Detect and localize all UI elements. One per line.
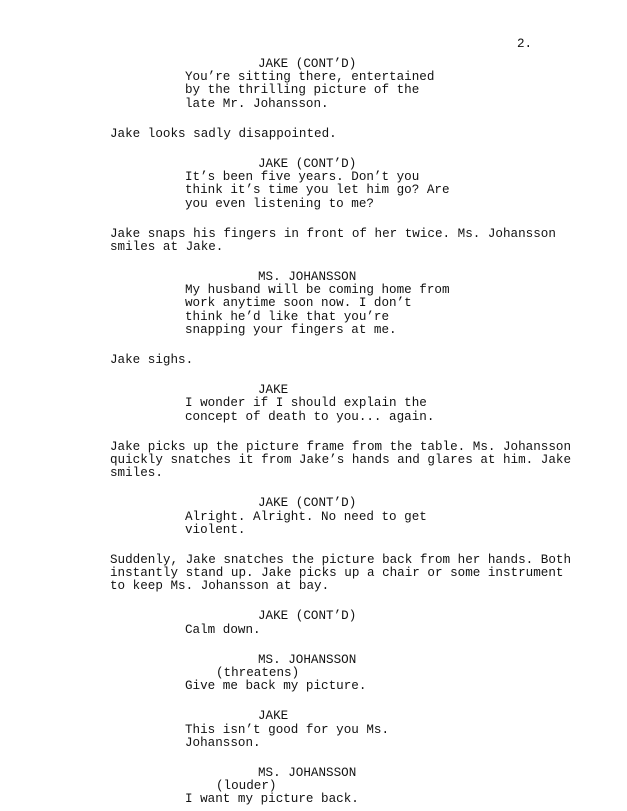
spacer <box>0 693 627 710</box>
dialogue-line: Calm down. <box>185 622 261 637</box>
dialogue-line: Give me back my picture. <box>185 679 367 694</box>
spacer <box>0 254 627 271</box>
parenthetical: (threatens) <box>216 666 300 680</box>
spacer <box>0 750 627 767</box>
character-cue: MS. JOHANSSON <box>258 652 357 667</box>
spacer <box>0 637 627 654</box>
parenthetical: (louder) <box>216 779 277 794</box>
character-cue: MS. JOHANSSON <box>258 270 357 285</box>
spacer <box>0 367 627 384</box>
dialogue-line: It’s been five years. Don’t you <box>185 170 420 185</box>
character-cue: JAKE (CONT’D) <box>258 156 357 171</box>
dialogue-line: Johansson. <box>185 735 261 750</box>
dialogue-line: late Mr. Johansson. <box>185 96 329 111</box>
dialogue-line: You’re sitting there, entertained <box>185 70 435 85</box>
character-cue: JAKE <box>258 383 289 398</box>
action-line: instantly stand up. Jake picks up a chair or some instrument <box>110 566 564 581</box>
spacer <box>0 593 627 610</box>
action-line: Jake picks up the picture frame from the table. Ms. Johansson <box>110 439 572 454</box>
dialogue-line: This isn’t good for you Ms. <box>185 722 390 737</box>
character-cue: JAKE (CONT’D) <box>258 609 357 624</box>
dialogue-line: concept of death to you... again. <box>185 409 435 424</box>
action-line: Jake sighs. <box>110 353 194 367</box>
dialogue-line: I want my picture back. <box>185 792 359 807</box>
spacer <box>0 111 627 128</box>
action-line: Jake snaps his fingers in front of her twice. Ms. Johansson <box>110 226 556 241</box>
page-number: 2. <box>517 37 533 51</box>
dialogue-line: Alright. Alright. No need to get <box>185 509 427 524</box>
character-cue: MS. JOHANSSON <box>258 765 357 780</box>
dialogue-line: think he’d like that you’re <box>185 309 390 324</box>
action-line: smiles. <box>110 466 163 481</box>
dialogue-line: violent. <box>185 522 246 537</box>
dialogue-line: work anytime soon now. I don’t <box>185 296 412 311</box>
spacer <box>0 424 627 441</box>
spacer <box>0 141 627 158</box>
character-cue: JAKE <box>258 709 289 724</box>
action-line: Jake looks sadly disappointed. <box>110 126 337 141</box>
action-line: to keep Ms. Johansson at bay. <box>110 579 330 594</box>
spacer <box>0 480 627 497</box>
dialogue-line: think it’s time you let him go? Are <box>185 183 450 198</box>
spacer <box>0 537 627 554</box>
spacer <box>0 211 627 228</box>
character-cue: JAKE (CONT’D) <box>258 496 357 511</box>
action-line: quickly snatches it from Jake’s hands and glares at him. Jake <box>110 452 572 467</box>
dialogue-line: by the thrilling picture of the <box>185 83 420 98</box>
dialogue-line: I wonder if I should explain the <box>185 396 427 411</box>
dialogue-line: snapping your fingers at me. <box>185 322 397 337</box>
spacer <box>0 337 627 354</box>
dialogue-line: you even listening to me? <box>185 196 374 211</box>
action-line: smiles at Jake. <box>110 239 224 254</box>
screenplay-body <box>0 58 627 807</box>
action-line: Suddenly, Jake snatches the picture back from her hands. Both <box>110 552 572 567</box>
dialogue-line: My husband will be coming home from <box>185 283 450 298</box>
character-cue: JAKE (CONT’D) <box>258 57 357 71</box>
